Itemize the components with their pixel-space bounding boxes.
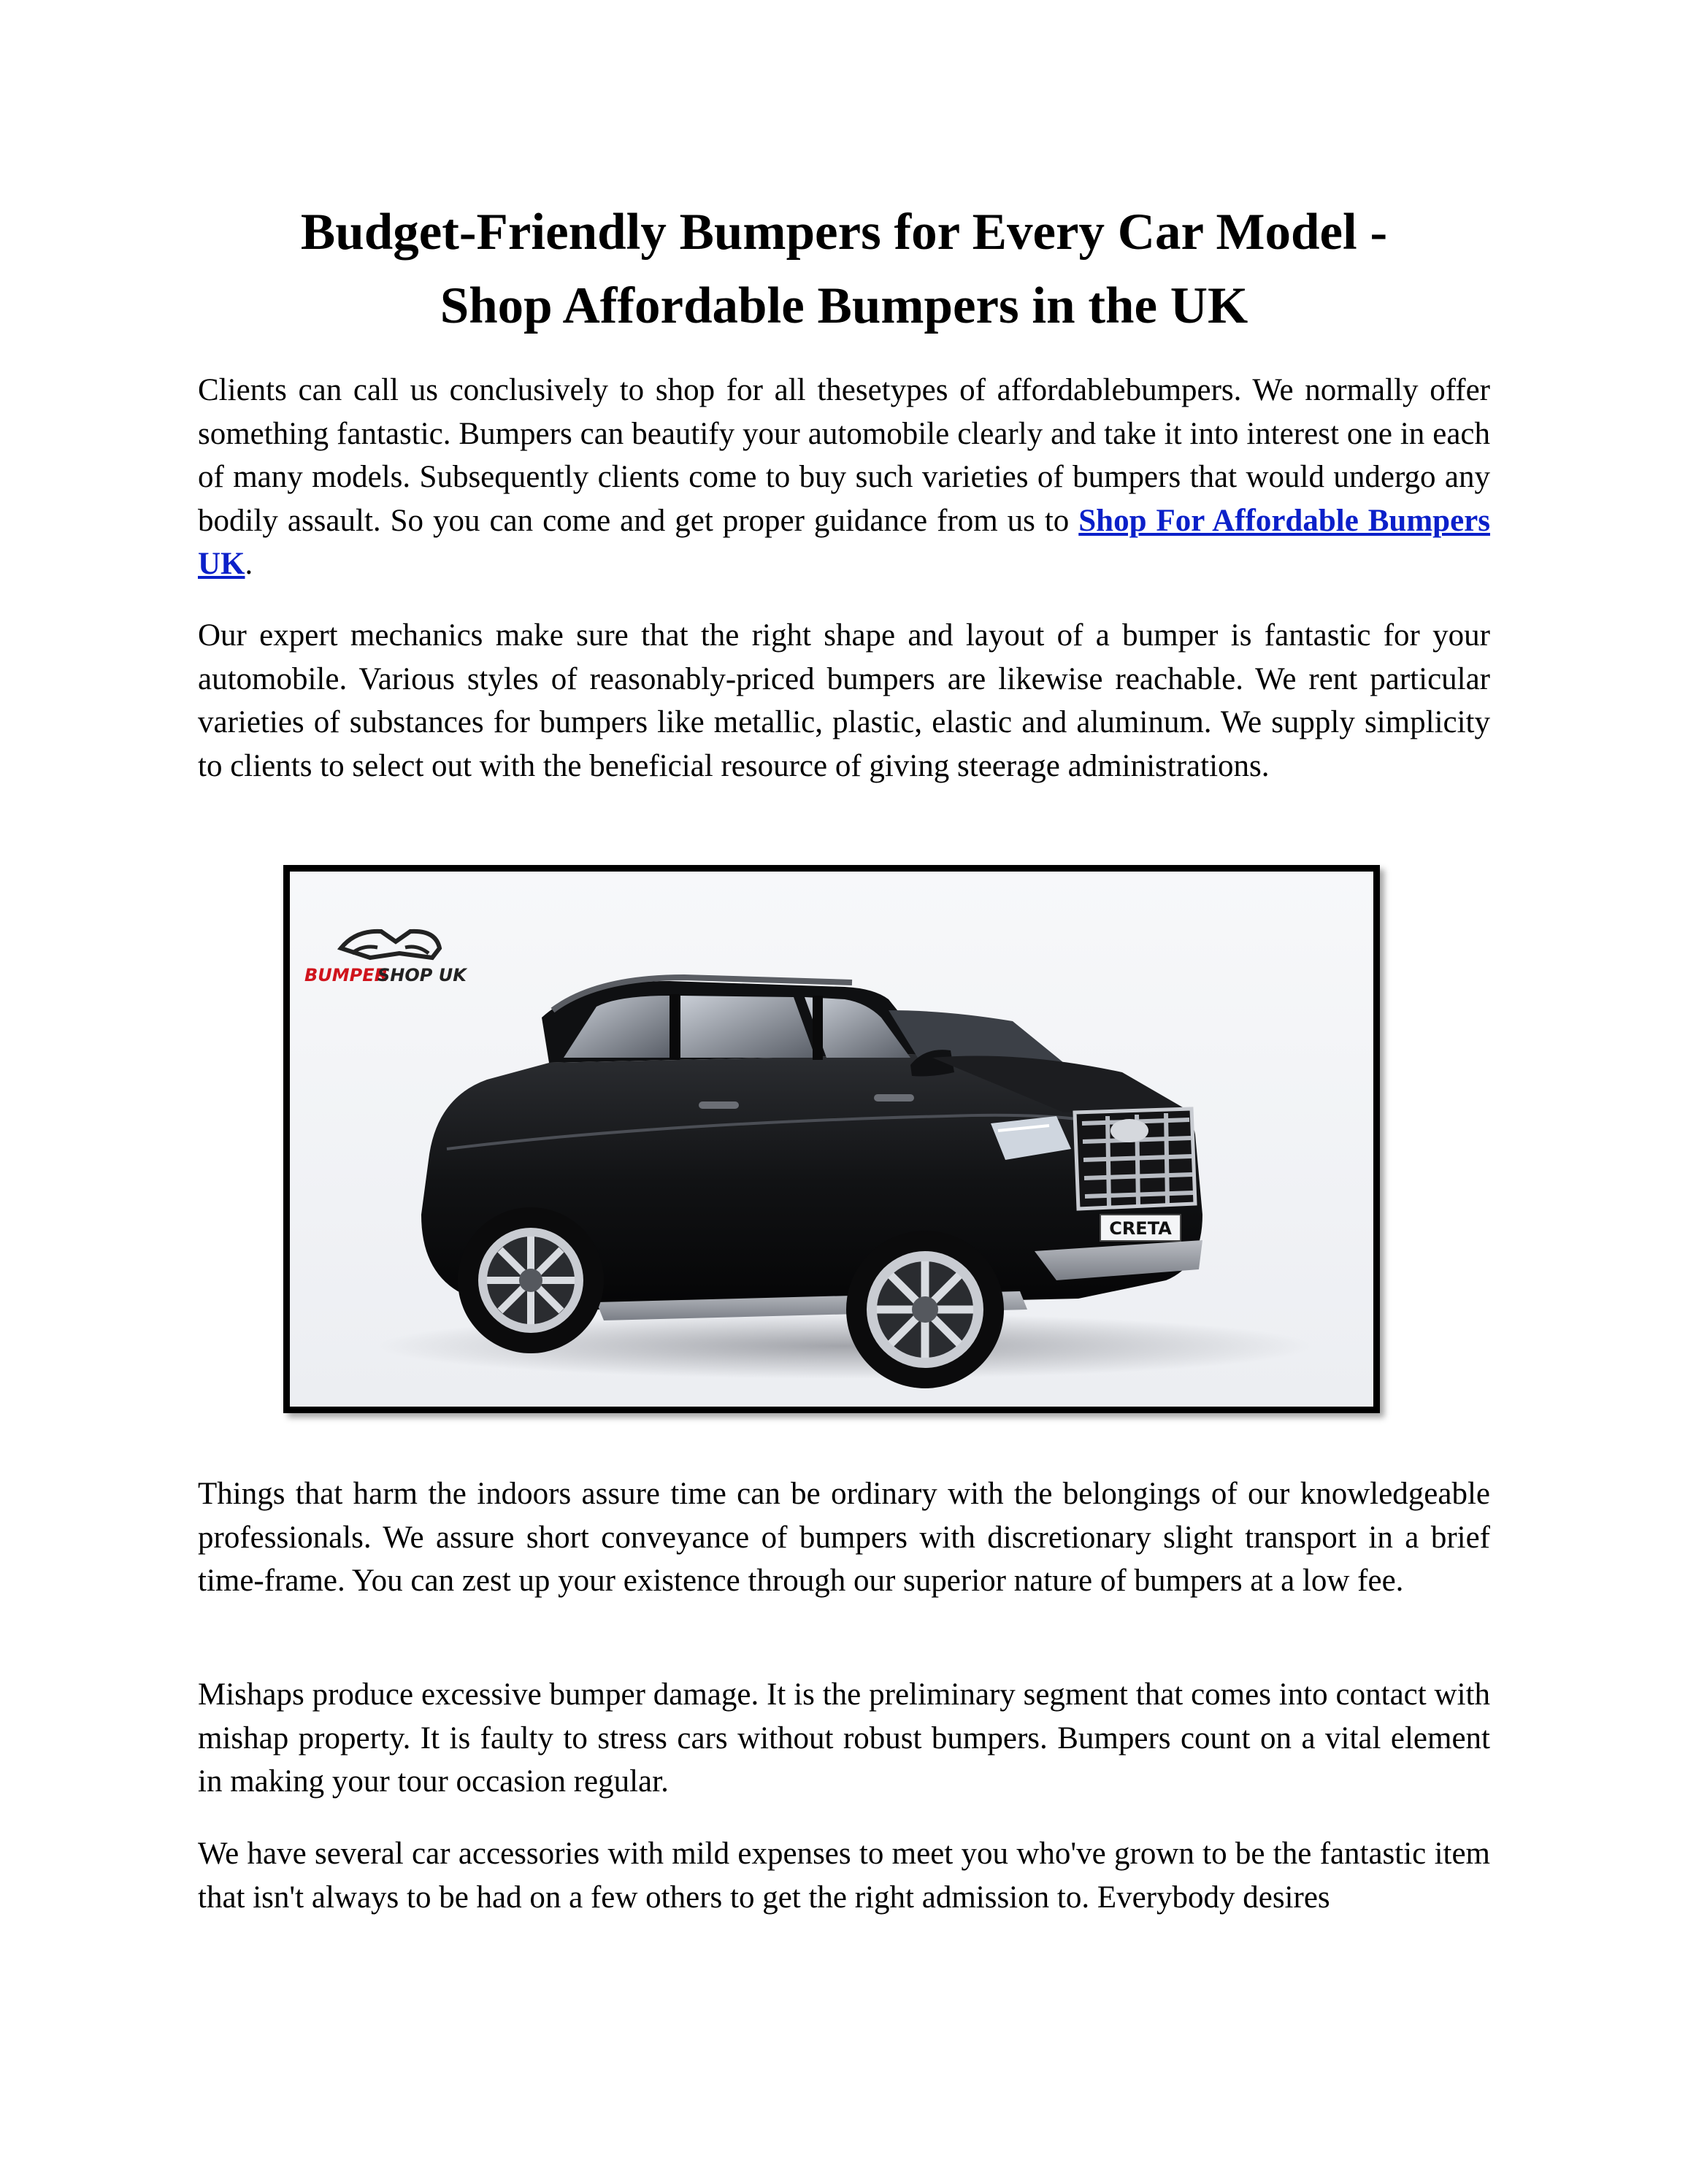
plate-text: CRETA	[1109, 1218, 1172, 1239]
paragraph-intro-end: .	[245, 547, 253, 581]
title-line-1: Budget-Friendly Bumpers for Every Car Model -	[300, 204, 1388, 261]
paragraph-intro	[198, 369, 1490, 586]
paragraph-intro-text: Clients can call us conclusively to shop for all thesetypes of affordablebumpers. We normally offer something fantastic. Bumpers can beautify your automobile clearly and take it into interest one in each of many models. Subsequently clients come to buy such varieties of bumpers that would undergo any bodily assault. So you can come and get proper guidance from us to	[198, 373, 1490, 538]
logo-word-shop-uk: SHOP UK	[377, 965, 467, 985]
car-photo	[290, 872, 1373, 1407]
rear-wheel	[458, 1207, 604, 1353]
shop-affordable-bumpers-link[interactable]: Shop For Affordable Bumpers UK	[198, 503, 1490, 581]
logo-word-bumper: BUMPER	[304, 965, 388, 985]
paragraph-mechanics: Our expert mechanics make sure that the right shape and layout of a bumper is fantastic for your automobile. Various styles of reasonably-priced bumpers are likewise reachable. We rent particular varieties of substances for bumpers like metallic, plastic, elastic and aluminum. We supply simplicity to clients to select out with the beneficial resource of giving steerage administrations.	[198, 618, 1490, 783]
paragraph-accessories: We have several car accessories with mild expenses to meet you who've grown to be the fantastic item that isn't always to be had on a few others to get the right admission to. Everybody desires	[198, 1837, 1490, 1915]
title-line-2: Shop Affordable Bumpers in the UK	[440, 277, 1248, 334]
front-wheel	[846, 1231, 1004, 1388]
paragraph-mishaps: Mishaps produce excessive bumper damage. It is the preliminary segment that comes into contact with mishap property. It is faulty to stress cars without robust bumpers. Bumpers count on a vital element in making your tour occasion regular.	[198, 1677, 1490, 1799]
page-title	[190, 196, 1498, 343]
car-image-figure	[283, 865, 1380, 1413]
paragraph-professionals: Things that harm the indoors assure time can be ordinary with the belongings of our knowledgeable professionals. We assure short conveyance of bumpers with discretionary slight transport in a brief time-frame. You can zest up your existence through our superior nature of bumpers at a low fee.	[198, 1477, 1490, 1598]
